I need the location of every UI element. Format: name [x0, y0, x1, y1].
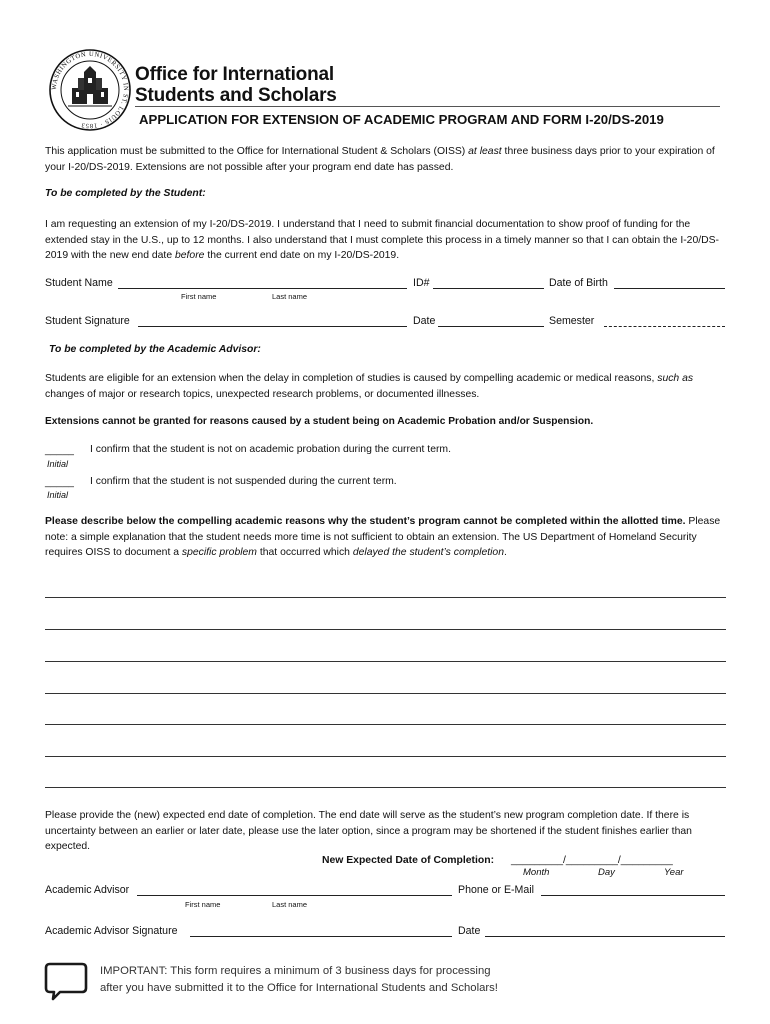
reason-line-7[interactable]	[45, 787, 726, 788]
intro-paragraph: This application must be submitted to the Office for International Student & Scholars (OISS) at least three business days prior to your expiration of your I-20/DS-2019. Extensions are not possible after your program end date has passed.	[45, 146, 715, 173]
describe-instructions: Please describe below the compelling academic reasons why the student’s program cannot be completed within the allotted time. Please note: a simple explanation that the student needs more time is not sufficient to obtain an extension. The US Department of Homeland Security requires OISS to document a specific problem that occurred which delayed the student’s completion.	[45, 516, 721, 558]
new-date-label: New Expected Date of Completion:	[322, 855, 495, 866]
confirm-probation-text: I confirm that the student is not on academic probation during the current term.	[90, 444, 451, 455]
reason-line-1[interactable]	[45, 597, 726, 598]
reason-line-3[interactable]	[45, 661, 726, 662]
initial-caption-2: Initial	[47, 490, 69, 500]
first-name-caption: First name	[181, 292, 217, 301]
advisor-section-heading: To be completed by the Academic Advisor:	[49, 344, 261, 355]
student-name-label: Student Name	[45, 277, 113, 289]
reason-line-6[interactable]	[45, 756, 726, 757]
student-date-field[interactable]	[438, 326, 544, 327]
end-date-instructions: Please provide the (new) expected end date of completion. The end date will serve as the student’s new program completion date. If there is uncertainty between an earlier or later date, please use the later option, since a program may be shortened if the student finishes earlier than expected.	[45, 810, 692, 852]
last-name-caption: Last name	[272, 292, 308, 301]
dob-label: Date of Birth	[549, 277, 608, 289]
initial-field-2[interactable]: _____	[45, 477, 74, 488]
dob-field[interactable]	[614, 288, 725, 289]
office-name	[135, 64, 337, 106]
initial-caption-1: Initial	[47, 459, 69, 469]
new-date-field[interactable]: _________/_________/_________	[511, 855, 673, 866]
day-caption: Day	[598, 867, 615, 878]
phone-email-field[interactable]	[541, 895, 725, 896]
advisor-last-name-caption: Last name	[272, 900, 308, 909]
important-notice	[100, 963, 498, 997]
year-caption: Year	[664, 867, 684, 878]
header-rule	[135, 106, 720, 107]
semester-label: Semester	[549, 315, 595, 327]
confirm-suspension-text: I confirm that the student is not suspended during the current term.	[90, 476, 397, 487]
student-signature-field[interactable]	[138, 326, 407, 327]
student-date-label: Date	[413, 315, 436, 327]
probation-warning: Extensions cannot be granted for reasons caused by a student being on Academic Probation and/or Suspension.	[45, 416, 594, 427]
advisor-name-field[interactable]	[137, 895, 452, 896]
svg-text:WASHINGTON UNIVERSITY IN ST. L: WASHINGTON UNIVERSITY IN ST. LOUIS · 1853	[50, 50, 130, 130]
semester-field[interactable]	[604, 326, 725, 327]
seal-icon	[48, 48, 132, 132]
advisor-signature-label: Academic Advisor Signature	[45, 925, 178, 937]
student-statement: I am requesting an extension of my I-20/DS-2019. I understand that I need to submit financial documentation to show proof of funding for the extended stay in the U.S., up to 12 months. I also understand that I must complete this process in a timely manner so that I can obtain the I-20/DS-2019 with the new end date before the current end date on my I-20/DS-2019.	[45, 219, 720, 261]
office-name-line1: Office for International	[135, 64, 334, 85]
id-label: ID#	[413, 277, 430, 289]
important-line-1: IMPORTANT: This form requires a minimum of 3 business days for processing	[100, 965, 491, 977]
month-caption: Month	[523, 867, 550, 878]
reason-line-4[interactable]	[45, 693, 726, 694]
advisor-name-label: Academic Advisor	[45, 884, 130, 896]
advisor-date-label: Date	[458, 925, 481, 937]
id-field[interactable]	[433, 288, 544, 289]
eligibility-paragraph: Students are eligible for an extension when the delay in completion of studies is caused by compelling academic or medical reasons, such as changes of major or research topics, unexpected research problems, or documented illnesses.	[45, 373, 694, 400]
advisor-first-name-caption: First name	[185, 900, 221, 909]
office-name-line2: Students and Scholars	[135, 85, 337, 106]
reason-line-2[interactable]	[45, 629, 726, 630]
student-name-field[interactable]	[118, 288, 407, 289]
student-section-heading: To be completed by the Student:	[45, 188, 206, 199]
student-signature-label: Student Signature	[45, 315, 130, 327]
advisor-date-field[interactable]	[485, 936, 725, 937]
speech-bubble-icon	[44, 962, 88, 1002]
reason-line-5[interactable]	[45, 724, 726, 725]
important-line-2: after you have submitted it to the Office for International Students and Scholars!	[100, 982, 498, 994]
university-seal	[48, 48, 132, 132]
page-title: APPLICATION FOR EXTENSION OF ACADEMIC PROGRAM AND FORM I-20/DS-2019	[139, 112, 664, 127]
initial-field-1[interactable]: _____	[45, 445, 74, 456]
advisor-signature-field[interactable]	[190, 936, 452, 937]
phone-email-label: Phone or E-Mail	[458, 884, 534, 896]
